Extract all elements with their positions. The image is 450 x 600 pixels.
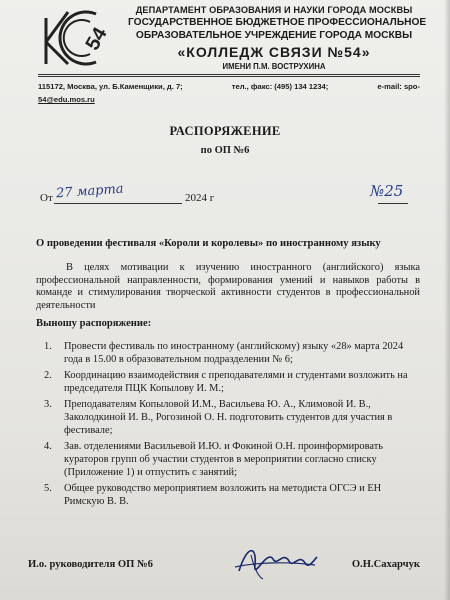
handwritten-date: 27 марта (55, 181, 125, 202)
email-label: e-mail: spo- (377, 82, 420, 91)
named-after: ИМЕНИ П.М. ВОСТРУХИНА (222, 62, 326, 71)
phone: тел., факс: (495) 134 1234; (231, 82, 329, 91)
list-item-number: 3. (44, 399, 52, 410)
number-underline (378, 203, 408, 204)
page-shadow (444, 0, 450, 600)
logo-number: 54 (81, 23, 112, 55)
order-list-item (44, 340, 424, 366)
document-subtitle: по ОП №6 (200, 145, 250, 156)
institution-line-1: ГОСУДАРСТВЕННОЕ БЮДЖЕТНОЕ ПРОФЕССИОНАЛЬНОЕ (128, 17, 427, 28)
signer-name: О.Н.Сахарчук (351, 559, 420, 570)
order-list-item (44, 440, 424, 479)
order-heading: Выношу распоряжение: (36, 318, 152, 329)
list-item-number: 1. (44, 341, 52, 352)
intro-text: В целях мотивации к изучению иностранного (английского) языка профессиональной направленности, формирования умений и навыков работы в команде и стимулирования творческой активности студентов в профессиональной деятельности (36, 262, 420, 311)
list-item-text: Преподавателям Копыловой И.М., Васильева Ю. А., Климовой И. В., Заколодкиной И. В., Рогозиной О. Н. подготовить студентов для участия в фестивале; (64, 399, 393, 436)
order-list-item (44, 482, 424, 508)
contacts-block (38, 80, 420, 106)
list-item-text: Координацию взаимодействия с преподавателями и студентами возложить на председателя ПЦК Копылову И. М.; (64, 370, 408, 394)
date-underline (54, 203, 182, 204)
order-list-item (44, 369, 424, 395)
college-name: «КОЛЛЕДЖ СВЯЗИ №54» (177, 44, 371, 60)
college-logo (38, 4, 118, 68)
document-title: РАСПОРЯЖЕНИЕ (169, 124, 281, 138)
list-item-number: 2. (44, 370, 52, 381)
date-prefix: От (40, 192, 53, 204)
list-item-number: 5. (44, 483, 52, 494)
signature-row (28, 555, 420, 579)
list-item-text: Зав. отделениями Васильевой И.Ю. и Фокиной О.Н. проинформировать кураторов групп об участии студентов в мероприятии согласно списку (Приложение 1) и отпустить с занятий; (64, 441, 383, 478)
department-name: ДЕПАРТАМЕНТ ОБРАЗОВАНИЯ И НАУКИ ГОРОДА МОСКВЫ (135, 5, 413, 15)
list-item-text: Провести фестиваль по иностранному (английскому) языку «28» марта 2024 года в 15.00 в образовательном подразделении № 6; (64, 341, 404, 365)
address: 115172, Москва, ул. Б.Каменщики, д. 7; (38, 82, 183, 91)
order-list (44, 340, 424, 511)
header-divider (38, 74, 420, 75)
handwritten-number: №25 (370, 182, 404, 200)
institution-line-2: ОБРАЗОВАТЕЛЬНОЕ УЧРЕЖДЕНИЕ ГОРОДА МОСКВЫ (135, 30, 413, 41)
list-item-number: 4. (44, 441, 52, 452)
order-list-item (44, 398, 424, 437)
year: 2024 г (185, 192, 215, 204)
list-item-text: Общее руководство мероприятием возложить на методиста ОГСЭ и ЕН Римскую В. В. (64, 483, 382, 507)
intro-paragraph (36, 262, 420, 312)
signer-title: И.о. руководителя ОП №6 (28, 559, 153, 570)
date-number-row (40, 181, 420, 208)
document-subject: О проведении фестиваля «Короли и королевы» по иностранному языку (36, 238, 381, 249)
handwritten-signature (233, 541, 319, 585)
email-address: 54@edu.mos.ru (38, 95, 95, 104)
header-divider-thin (38, 76, 420, 77)
